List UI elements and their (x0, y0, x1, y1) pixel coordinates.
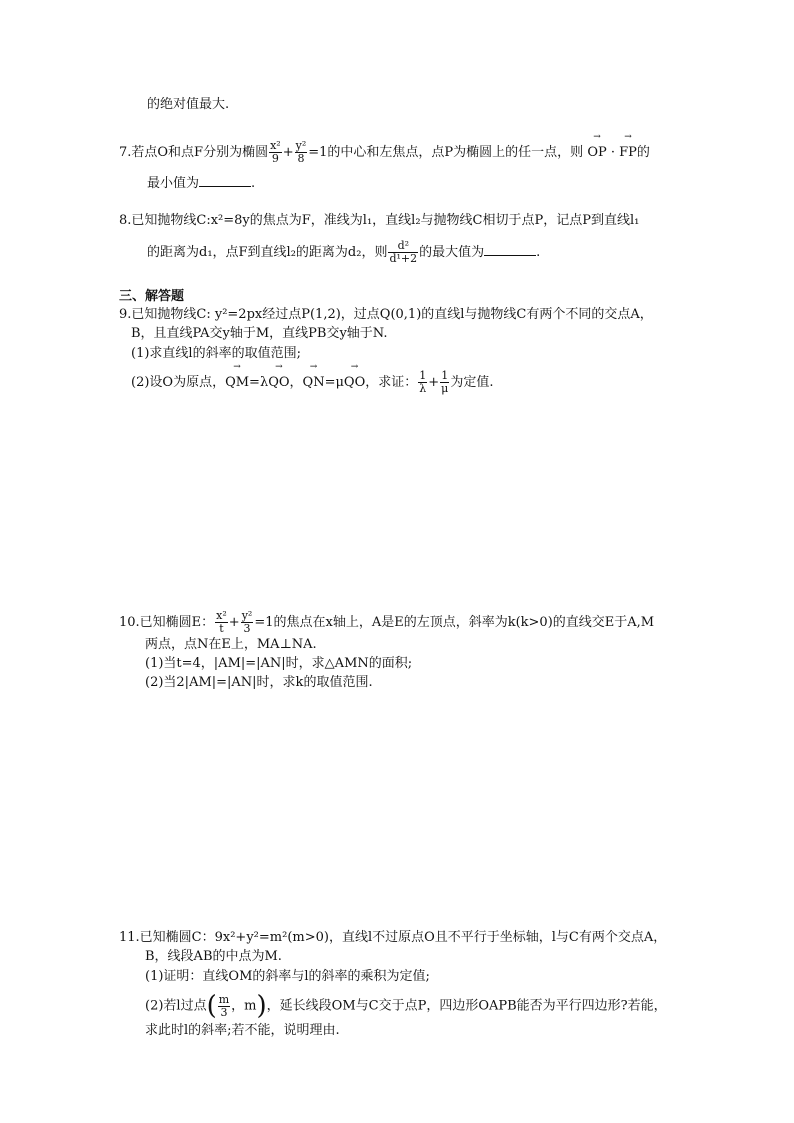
q7-answer-blank (199, 174, 251, 187)
question-10-line-1 (119, 610, 654, 635)
q10-text-b: =1的焦点在x轴上，A是E的左顶点，斜率为k(k>0)的直线交E于A,M (254, 615, 655, 630)
q7-text-a: 7.若点O和点F分别为椭圆 (119, 145, 269, 160)
question-9-line-2: B，且直线PA交y轴于M，直线PB交y轴于N. (131, 326, 388, 341)
q10-fraction-x: $\frac{\text{x²}}{t}$ (216, 609, 227, 635)
q7-vector-op: → OP (587, 144, 606, 162)
q8-text-a: 的距离为d₁，点F到直线l₂的距离为d₂，则 (147, 245, 388, 260)
q7-fraction-y: $\frac{\text{y²}}{8}$ (295, 139, 307, 165)
q9-text-a: (2)设O为原点， (131, 375, 226, 390)
q10-text-a: 10.已知椭圆E： (119, 615, 215, 630)
q8-answer-blank (484, 243, 536, 256)
q9-eq1: =λ (249, 375, 269, 390)
q11-text-a: (2)若l过点 (145, 998, 207, 1014)
q9-text-b: ，求证： (365, 375, 418, 390)
q7-text-b: =1的中心和左焦点，点P为椭圆上的任一点，则 (308, 145, 584, 160)
question-11-line-1: 11.已知椭圆C：9x²+y²=m²(m>0)，直线l不过原点O且不平行于坐标轴，l与C有两个交点A， (119, 930, 667, 945)
q7-dot: · (610, 145, 615, 160)
q6-tail: 的绝对值最大. (147, 97, 230, 112)
question-11-line-5: 求此时l的斜率;若不能，说明理由. (145, 1023, 340, 1038)
question-10-line-3: (1)当t=4，|AM|=|AN|时，求△AMN的面积; (145, 656, 413, 671)
question-11-line-3: (1)证明：直线OM的斜率与l的斜率的乘积为定值; (145, 969, 430, 984)
question-11-line-2: B，线段AB的中点为M. (145, 949, 282, 964)
q9-comma: ， (289, 375, 303, 390)
question-7-line-1 (119, 140, 650, 165)
section-heading: 三、解答题 (119, 289, 185, 304)
question-9-line-3: (1)求直线l的斜率的取值范围; (131, 346, 301, 361)
q7-vector-fp: → FP (619, 144, 637, 162)
q9-fraction-lambda: $\frac{1}{\lambda}$ (419, 369, 427, 395)
q10-fraction-y: $\frac{\text{y²}}{3}$ (241, 609, 253, 635)
q9-vector-qo-2: → QO (344, 374, 365, 392)
q11-point-m: ，m (231, 998, 257, 1014)
question-8-line-2: 的距离为d₁，点F到直线l₂的距离为d₂，则 $\frac{\text{d²}}{\text{d¹+2}}$ 的最大值为 . (147, 239, 541, 265)
q7-text-c: 的 (636, 145, 650, 160)
q7-line2-text: 最小值为 (147, 176, 200, 191)
q9-vector-qo-1: → QO (268, 374, 289, 392)
q11-fraction: $\frac{m}{3}$ (218, 992, 230, 1019)
q9-text-c: 为定值. (450, 375, 494, 390)
q9-eq2: =μ (324, 375, 344, 390)
question-9-line-4 (131, 370, 493, 395)
q9-plus: + (428, 375, 440, 390)
question-8-line-1: 8.已知抛物线C:x²=8y的焦点为F，准线为l₁，直线l₂与抛物线C相切于点P，记点P到直线l₁ (119, 213, 640, 228)
question-7-line-2: 最小值为 . (147, 176, 256, 191)
q10-plus: + (228, 615, 240, 630)
question-9-line-1: 9.已知抛物线C: y²=2px经过点P(1,2)，过点Q(0,1)的直线l与抛物线C有两个不同的交点A， (119, 307, 653, 322)
q7-plus: + (282, 145, 294, 160)
q11-text-b: ，延长线段OM与C交于点P，四边形OAPB能否为平行四边形?若能， (266, 998, 667, 1014)
q9-vector-qm: → QM (225, 374, 249, 392)
q11-left-paren: ( (206, 991, 217, 1021)
q11-right-paren: ) (256, 991, 267, 1021)
q9-vector-qn: → QN (303, 374, 325, 392)
q7-fraction-x: $\frac{\text{x²}}{9}$ (270, 139, 281, 165)
q9-fraction-mu: $\frac{1}{\mu}$ (441, 369, 449, 395)
q8-fraction: $\frac{\text{d²}}{\text{d¹+2}}$ (389, 239, 418, 265)
question-10-line-2: 两点，点N在E上，MA⊥NA. (145, 637, 317, 652)
question-10-line-4: (2)当2|AM|=|AN|时，求k的取值范围. (145, 675, 373, 690)
question-11-line-4 (145, 993, 667, 1019)
q8-text-b: 的最大值为 (419, 245, 485, 260)
